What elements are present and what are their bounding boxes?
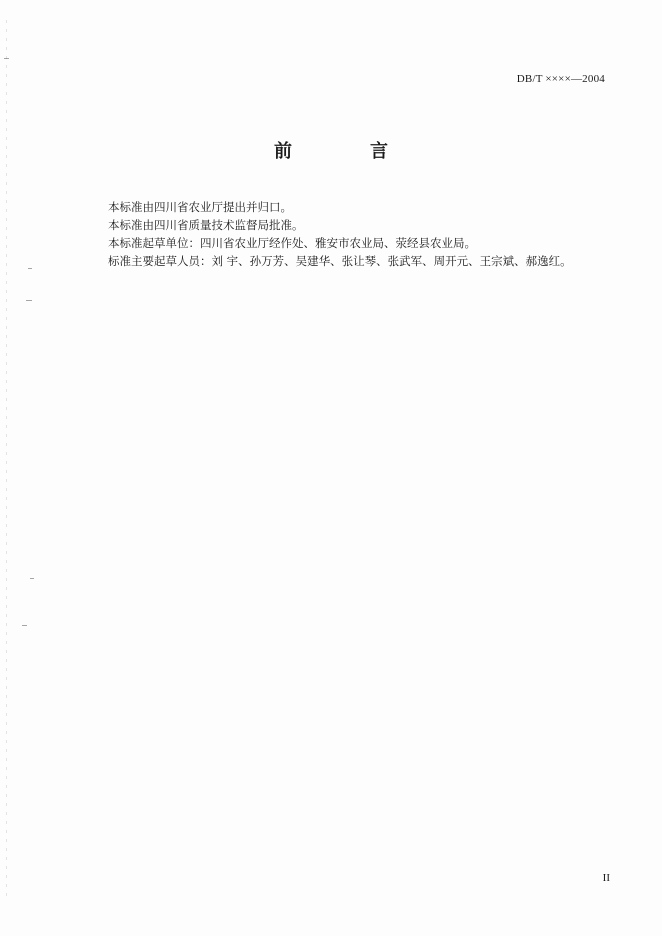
scan-mark [4,58,9,59]
page-title: 前 言 [274,141,418,162]
scan-mark [28,268,32,269]
document-code: DB/T ××××—2004 [516,73,605,85]
page-number: II [602,872,610,884]
scan-mark [22,625,27,626]
foreword-line: 本标准由四川省质量技术监督局批准。 [108,218,304,232]
foreword-line: 本标准由四川省农业厅提出并归口。 [108,200,292,214]
foreword-body [108,198,608,270]
scan-mark [26,300,32,301]
foreword-line: 标准主要起草人员：刘 宇、孙万芳、吴建华、张让琴、张武军、周开元、王宗斌、郝逸红。 [108,254,572,268]
foreword-line: 本标准起草单位：四川省农业厅经作处、雅安市农业局、荥经县农业局。 [108,236,476,250]
scan-mark [30,578,34,579]
